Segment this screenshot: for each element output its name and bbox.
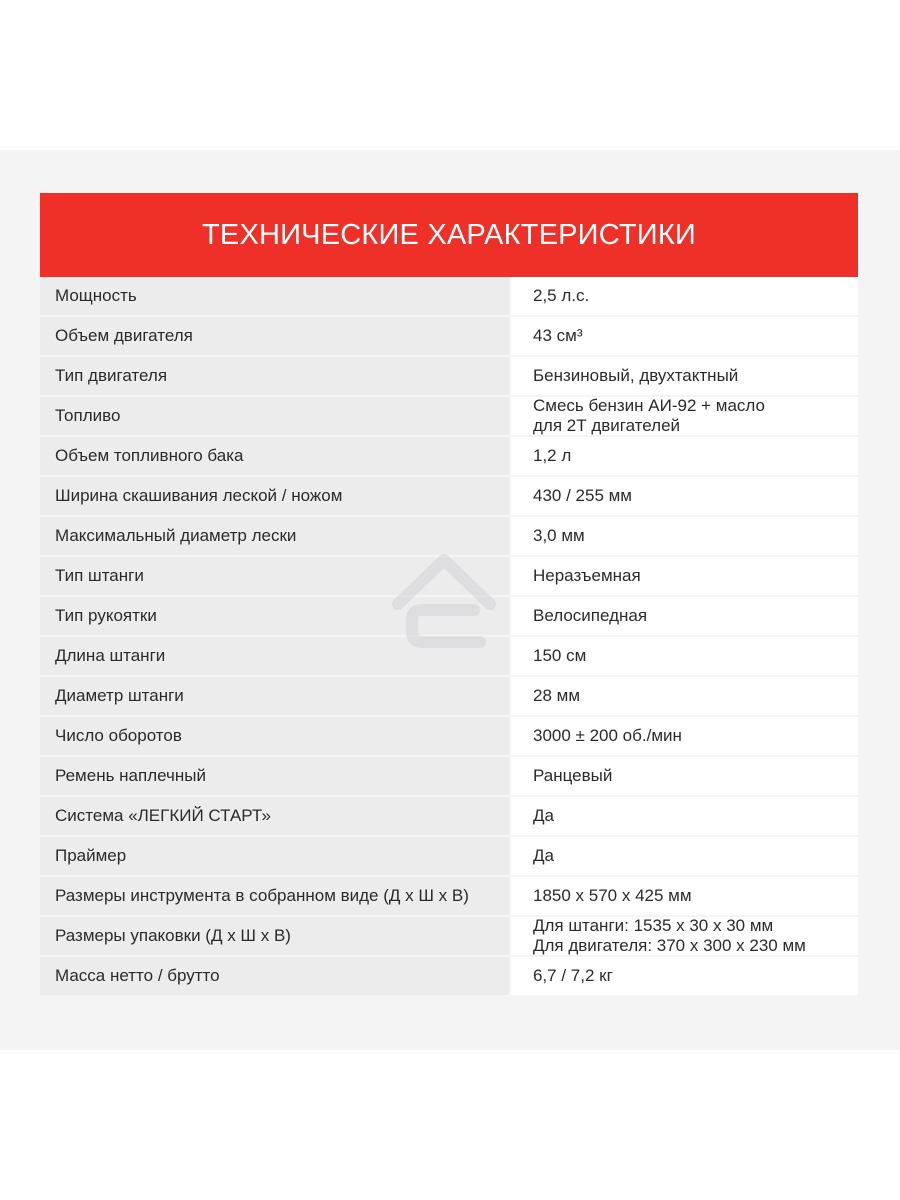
spec-value-line: Велосипедная	[533, 606, 648, 625]
spec-value-line: 1,2 л	[533, 446, 572, 465]
spec-value-line: Да	[533, 846, 554, 865]
spec-value	[511, 437, 858, 475]
spec-row	[40, 797, 858, 835]
spec-value-line: 430 / 255 мм	[533, 486, 632, 505]
spec-value	[511, 837, 858, 875]
spec-value-line: Смесь бензин АИ-92 + масло	[533, 396, 765, 415]
spec-label: Максимальный диаметр лески	[40, 517, 509, 555]
spec-value-line: Для двигателя: 370 х 300 х 230 мм	[533, 936, 806, 955]
spec-label: Объем топливного бака	[40, 437, 509, 475]
spec-value	[511, 357, 858, 395]
spec-value-line: Бензиновый, двухтактный	[533, 366, 739, 385]
spec-table	[40, 277, 858, 997]
spec-row	[40, 277, 858, 315]
spec-label: Тип рукоятки	[40, 597, 509, 635]
spec-label: Тип двигателя	[40, 357, 509, 395]
spec-label: Система «ЛЕГКИЙ СТАРТ»	[40, 797, 509, 835]
spec-row	[40, 357, 858, 395]
spec-value-line: Да	[533, 806, 554, 825]
spec-value	[511, 317, 858, 355]
spec-value	[511, 397, 858, 435]
spec-value-line: 3000 ± 200 об./мин	[533, 726, 682, 745]
spec-row	[40, 837, 858, 875]
spec-value	[511, 477, 858, 515]
spec-value-line: 43 см³	[533, 326, 583, 345]
spec-value-line: Неразъемная	[533, 566, 641, 585]
spec-value-line: 2,5 л.с.	[533, 286, 590, 305]
spec-label: Размеры упаковки (Д х Ш х В)	[40, 917, 509, 955]
spec-label: Праймер	[40, 837, 509, 875]
spec-value	[511, 757, 858, 795]
spec-row	[40, 957, 858, 995]
spec-row	[40, 597, 858, 635]
spec-row	[40, 637, 858, 675]
spec-label: Тип штанги	[40, 557, 509, 595]
spec-row	[40, 317, 858, 355]
spec-label: Ширина скашивания леской / ножом	[40, 477, 509, 515]
spec-value	[511, 957, 858, 995]
spec-value-line: 150 см	[533, 646, 587, 665]
page-title: ТЕХНИЧЕСКИЕ ХАРАКТЕРИСТИКИ	[202, 218, 696, 251]
spec-row	[40, 557, 858, 595]
spec-header	[40, 193, 858, 277]
spec-value	[511, 717, 858, 755]
spec-value-line: 28 мм	[533, 686, 581, 705]
spec-row	[40, 717, 858, 755]
spec-label: Мощность	[40, 277, 509, 315]
spec-label: Длина штанги	[40, 637, 509, 675]
spec-value	[511, 917, 858, 955]
spec-label: Объем двигателя	[40, 317, 509, 355]
spec-value-line: 6,7 / 7,2 кг	[533, 966, 613, 985]
spec-value	[511, 517, 858, 555]
spec-row	[40, 437, 858, 475]
spec-row	[40, 517, 858, 555]
spec-value-line: для 2Т двигателей	[533, 416, 681, 435]
spec-value	[511, 637, 858, 675]
spec-value	[511, 597, 858, 635]
spec-value-line: Для штанги: 1535 х 30 х 30 мм	[533, 916, 774, 935]
spec-row	[40, 757, 858, 795]
spec-row	[40, 917, 858, 955]
spec-label: Число оборотов	[40, 717, 509, 755]
spec-row	[40, 477, 858, 515]
spec-value	[511, 277, 858, 315]
spec-label: Топливо	[40, 397, 509, 435]
spec-value-line: 3,0 мм	[533, 526, 585, 545]
spec-row	[40, 677, 858, 715]
spec-label: Размеры инструмента в собранном виде (Д х Ш х В)	[40, 877, 509, 915]
spec-label: Масса нетто / брутто	[40, 957, 509, 995]
spec-value	[511, 557, 858, 595]
spec-label: Диаметр штанги	[40, 677, 509, 715]
spec-value	[511, 877, 858, 915]
spec-row	[40, 397, 858, 435]
spec-value-line: Ранцевый	[533, 766, 613, 785]
spec-value	[511, 677, 858, 715]
spec-label: Ремень наплечный	[40, 757, 509, 795]
spec-value	[511, 797, 858, 835]
spec-value-line: 1850 х 570 х 425 мм	[533, 886, 692, 905]
spec-row	[40, 877, 858, 915]
